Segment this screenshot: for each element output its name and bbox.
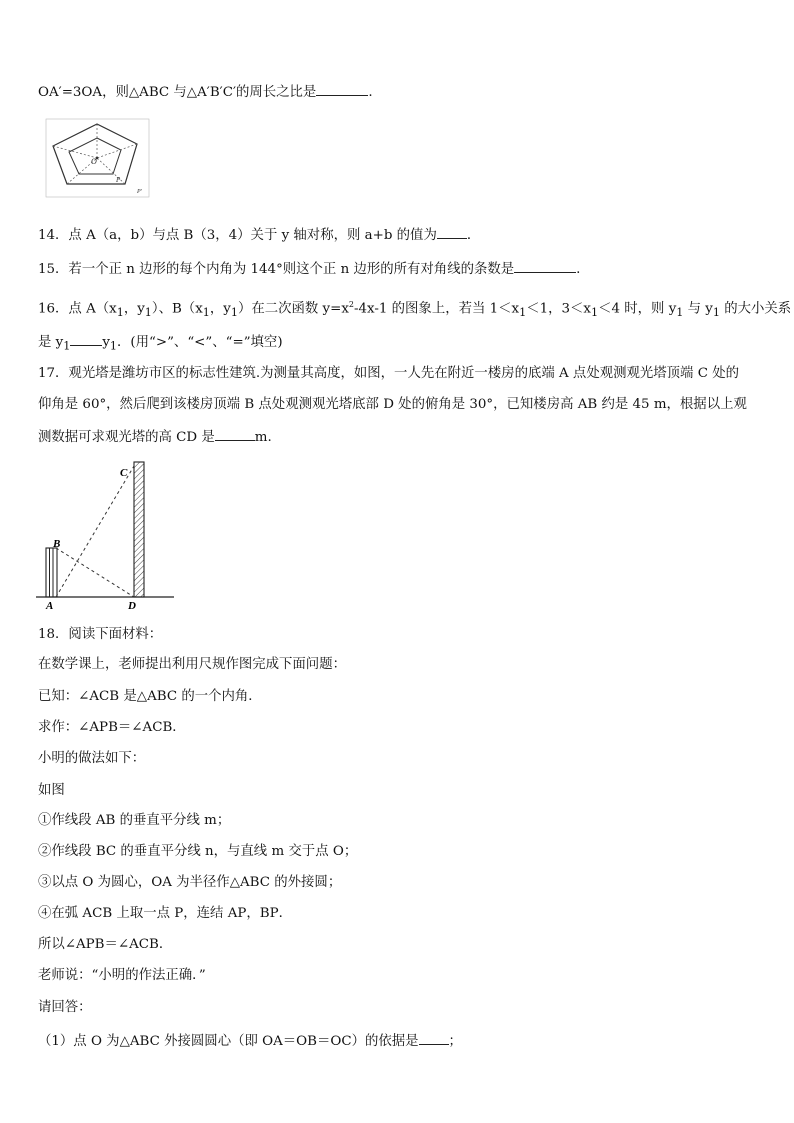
label-P: P	[116, 176, 121, 184]
question-17-line1: 17．观光塔是潍坊市区的标志性建筑.为测量其高度，如图，一人先在附近一楼房的底端 A 点处观测观光塔顶端 C 处的	[38, 366, 739, 381]
answer-blank[interactable]	[437, 225, 467, 239]
q18-sub1: （1）点 O 为△ABC 外接圆圆心（即 OA＝OB＝OC）的依据是 ；	[38, 1031, 462, 1051]
label-Pprime: P′	[137, 189, 142, 195]
inner-pentagon	[69, 138, 121, 174]
q18-step4: ④在弧 ACB 上取一点 P，连结 AP，BP．	[38, 906, 293, 921]
answer-blank[interactable]	[419, 1031, 449, 1045]
q13-tail: OA′=3OA，则△ABC 与△A′B′C′的周长之比是 .	[38, 82, 373, 102]
question-17-line2: 仰角是 60°，然后爬到该楼房顶端 B 点处观测观光塔底部 D 处的俯角是 30°，已知楼房高 AB 约是 45 m，根据以上观	[38, 397, 747, 412]
answer-blank[interactable]	[215, 427, 255, 441]
sightline-bd	[56, 548, 134, 597]
q18-teacher: 老师说：“小明的作法正确．”	[38, 968, 206, 983]
label-A: A	[46, 600, 54, 612]
question-17-line3: 测数据可求观光塔的高 CD 是 m.	[38, 427, 272, 447]
label-C: C	[120, 467, 128, 479]
pentagon-figure	[45, 118, 150, 198]
question-15: 15．若一个正 n 边形的每个内角为 144°则这个正 n 边形的所有对角线的条数是 .	[38, 259, 580, 279]
q18-find: 求作：∠APB＝∠ACB．	[38, 720, 186, 735]
label-O: O	[91, 157, 97, 166]
answer-blank[interactable]	[70, 332, 102, 346]
q18-answer: 请回答：	[38, 1000, 92, 1015]
q18-step1: ①作线段 AB 的垂直平分线 m；	[38, 813, 231, 828]
q18-so: 所以∠APB＝∠ACB．	[38, 937, 173, 952]
outer-pentagon	[53, 124, 137, 184]
question-16-line2: 是 $y_1$ $y_1$．(用“>”、“<”、“=”填空)	[38, 332, 283, 356]
label-D: D	[128, 600, 136, 612]
q18-method: 小明的做法如下：	[38, 751, 146, 766]
tower-cd	[134, 462, 144, 597]
q18-asfig: 如图	[38, 783, 65, 798]
q18-step2: ②作线段 BC 的垂直平分线 n，与直线 m 交于点 O；	[38, 844, 358, 859]
question-18-title: 18．阅读下面材料：	[38, 627, 163, 642]
answer-blank[interactable]	[316, 82, 368, 96]
sightline-ac	[56, 466, 134, 597]
label-B: B	[53, 538, 61, 550]
question-14: 14．点 A（a，b）与点 B（3，4）关于 y 轴对称，则 a+b 的值为 ．	[38, 225, 480, 245]
tower-figure	[36, 458, 176, 613]
q18-known: 已知：∠ACB 是△ABC 的一个内角．	[38, 689, 262, 704]
answer-blank[interactable]	[514, 259, 576, 273]
q18-step3: ③以点 O 为圆心，OA 为半径作△ABC 的外接圆；	[38, 875, 342, 890]
question-16: 16．点 $A(x_1$，$y_1$）、$B(x_1$，$y_1$）在二次函数 $y=x^2-4x-1$ 的图象上，若当 $1<x_1<1$，$3<x_1<4$ 时，则 $y_1$ 与 $y_1$ 的大小关系	[38, 300, 792, 320]
building-ab	[46, 548, 57, 597]
q13-text: OA′=3OA，则△ABC 与△A′B′C′的周长之比是	[38, 85, 317, 100]
q18-intro: 在数学课上，老师提出利用尺规作图完成下面问题：	[38, 657, 346, 672]
